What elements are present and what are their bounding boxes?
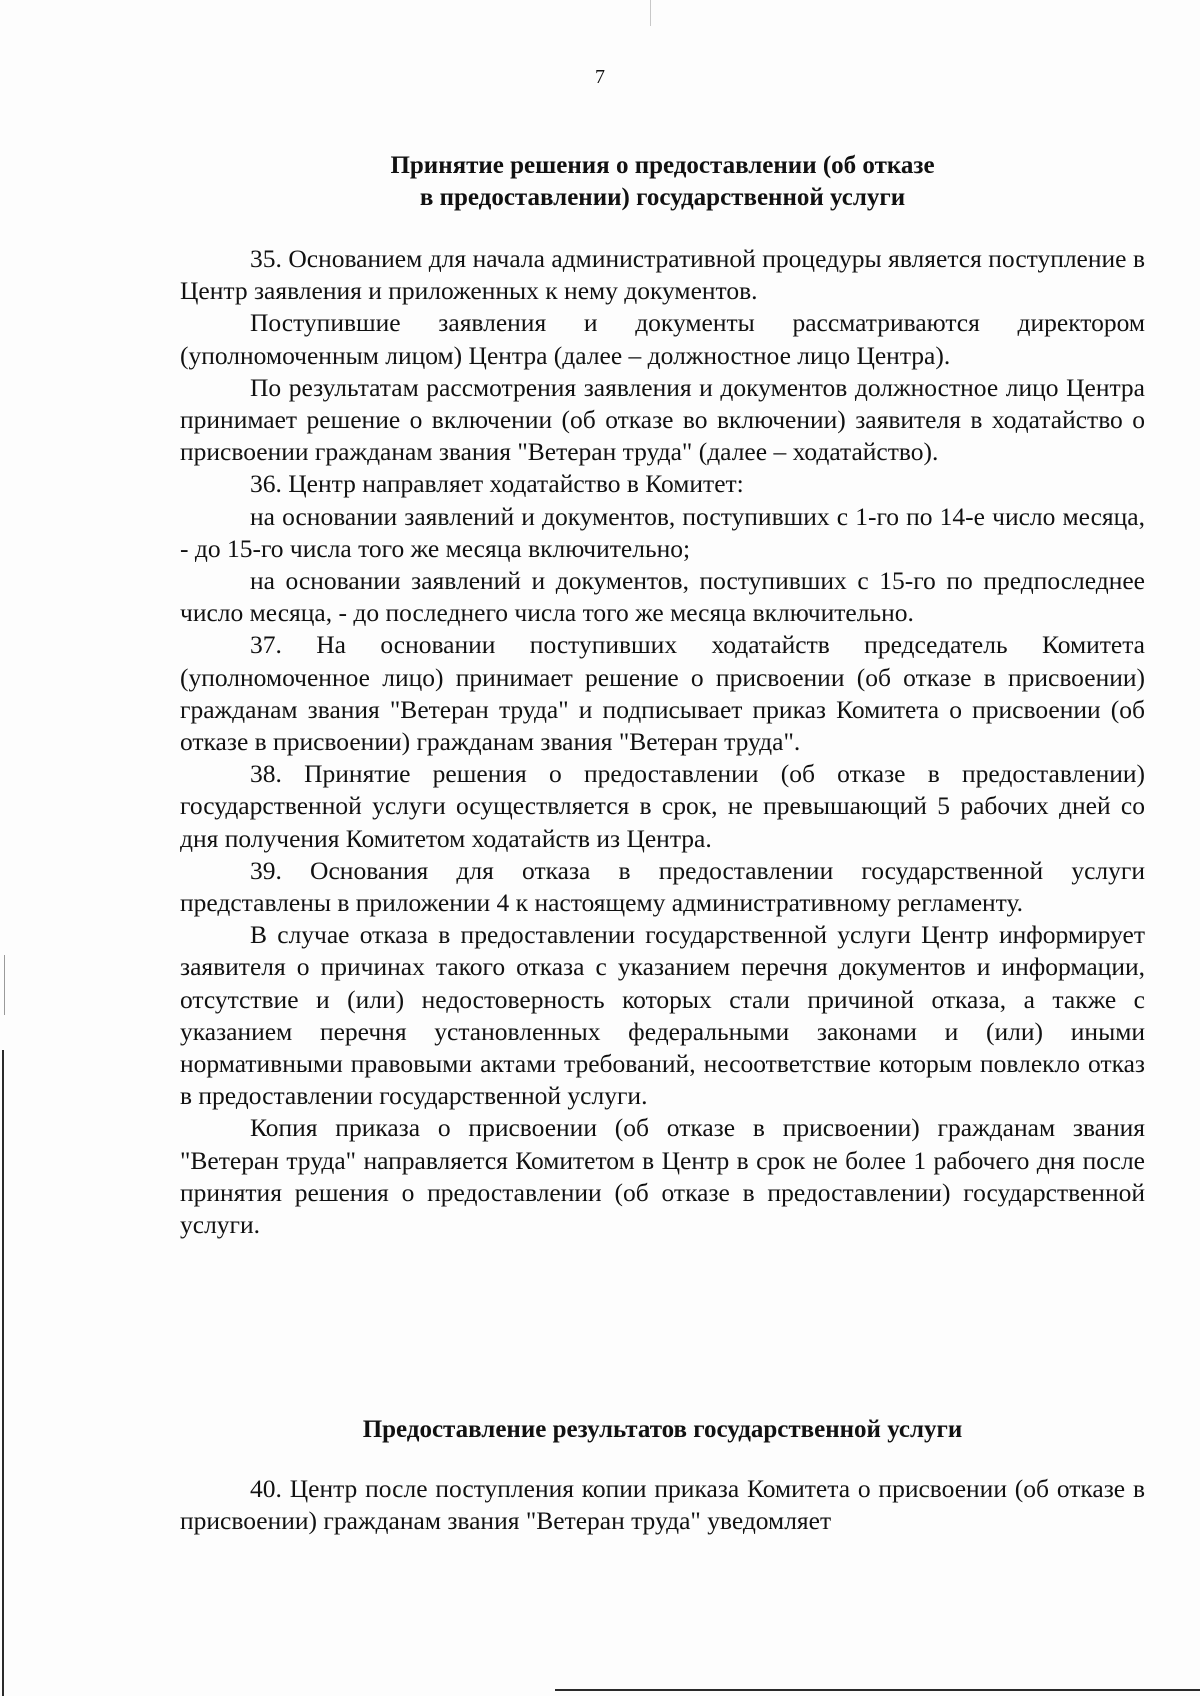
section-1-title-line-1: Принятие решения о предоставлении (об отказе [390, 152, 935, 179]
scan-artifact-bottom [555, 1689, 1200, 1691]
paragraph-37: 37. На основании поступивших ходатайств председатель Комитета (уполномоченное лицо) принимает решение о присвоении (об отказе в присвоении) гражданам звания "Ветеран труда" и подписывает приказ Комитета о присвоении (об отказе в присвоении) гражданам звания "Ветеран труда". [180, 630, 1145, 757]
paragraph-35-received: Поступившие заявления и документы рассматриваются директором (уполномоченным лицом) Центра (далее – должностное лицо Центра). [180, 308, 1145, 370]
paragraph-38: 38. Принятие решения о предоставлении (об отказе в предоставлении) государственной услуги осуществляется в срок, не превышающий 5 рабочих дней со дня получения Комитетом ходатайств из Центра. [180, 759, 1145, 853]
section-1-title-line-2: в предоставлении) государственной услуги [419, 184, 906, 211]
section-2-body [180, 1473, 1145, 1537]
paragraph-39-copy: Копия приказа о присвоении (об отказе в присвоении) гражданам звания "Ветеран труда" направляется Комитетом в Центр в срок не более 1 рабочего дня после принятия решения о предоставлении (об отказе в предоставлении) государственной услуги. [180, 1113, 1145, 1240]
section-1-heading [180, 150, 1145, 214]
page-number: 7 [595, 66, 605, 88]
paragraph-36-first-half: на основании заявлений и документов, поступивших с 1-го по 14-е число месяца, - до 15-го числа того же месяца включительно; [180, 501, 1145, 563]
section-1-body [180, 243, 1145, 1241]
paragraph-40: 40. Центр после поступления копии приказа Комитета о присвоении (об отказе в присвоении) гражданам звания "Ветеран труда" уведомляет [180, 1474, 1145, 1536]
paragraph-35-results: По результатам рассмотрения заявления и документов должностное лицо Центра принимает решение о включении (об отказе во включении) заявителя в ходатайство о присвоении гражданам звания "Ветеран труда" (далее – ходатайство). [180, 372, 1145, 467]
scan-artifact-left-short [4, 955, 5, 1015]
paragraph-39: 39. Основания для отказа в предоставлении государственной услуги представлены в приложении 4 к настоящему административному регламенту. [180, 855, 1145, 918]
paragraph-36: 36. Центр направляет ходатайство в Комитет: [250, 469, 744, 499]
paragraph-36-second-half: на основании заявлений и документов, поступивших с 15-го по предпоследнее число месяца, - до последнего числа того же месяца включительно. [180, 566, 1145, 628]
scan-artifact-left [2, 1050, 4, 1696]
section-2-heading: Предоставление результатов государственной услуги [362, 1416, 963, 1443]
paragraph-39-refusal: В случае отказа в предоставлении государственной услуги Центр информирует заявителя о причинах такого отказа с указанием перечня документов и информации, отсутствие и (или) недостоверность которых стали причиной отказа, а также с указанием перечня установленных федеральными законами и (или) иными нормативными правовыми актами требований, несоответствие которым повлекло отказ в предоставлении государственной услуги. [180, 920, 1145, 1111]
paragraph-35: 35. Основанием для начала административной процедуры является поступление в Центр заявления и приложенных к нему документов. [180, 244, 1145, 306]
scan-artifact-top [650, 0, 651, 26]
